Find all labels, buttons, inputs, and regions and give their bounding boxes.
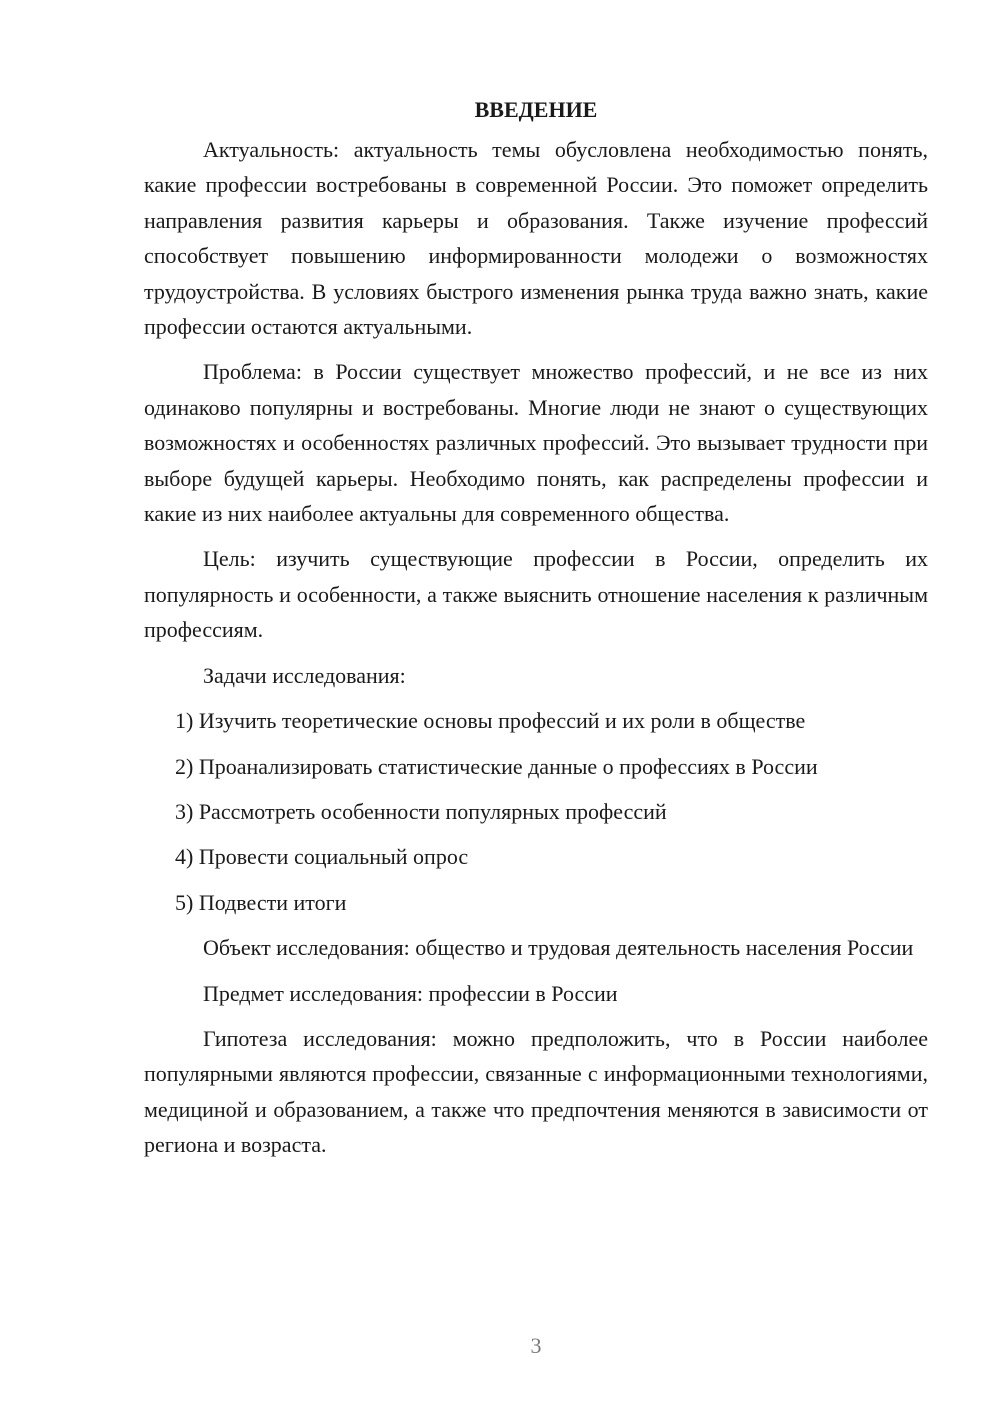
task-item: 5) Подвести итоги xyxy=(175,889,347,915)
page-number: 3 xyxy=(530,1333,542,1358)
goal-paragraph: Цель: изучить существующие профессии в России, определить их популярность и особенности, а также выяснить отношение населения к различным профессиям. xyxy=(144,546,928,643)
tasks-heading: Задачи исследования: xyxy=(203,662,406,688)
task-item: 3) Рассмотреть особенности популярных профессий xyxy=(175,798,667,824)
relevance-paragraph: Актуальность: актуальность темы обусловлена необходимостью понять, какие профессии востребованы в современной России. Это поможет определить направления развития карьеры и образования. Также изучение профессий способствует повышению информированности молодежи о возможностях трудоустройства. В условиях быстрого изменения рынка труда важно знать, какие профессии остаются актуальными. xyxy=(144,137,928,340)
hypothesis-paragraph: Гипотеза исследования: можно предположить, что в России наиболее популярными являются профессии, связанные с информационными технологиями, медициной и образованием, а также что предпочтения меняются в зависимости от региона и возраста. xyxy=(144,1025,928,1158)
problem-paragraph: Проблема: в России существует множество профессий, и не все из них одинаково популярны и востребованы. Многие люди не знают о существующих возможностях и особенностях различных профессий. Это вызывает трудности при выборе будущей карьеры. Необходимо понять, как распределены профессии и какие из них наиболее актуальны для современного общества. xyxy=(144,359,928,527)
document-page xyxy=(144,92,928,1163)
section-title: ВВЕДЕНИЕ xyxy=(474,97,598,122)
task-item: 2) Проанализировать статистические данные о профессиях в России xyxy=(175,753,818,779)
task-list xyxy=(144,703,928,920)
subject-paragraph: Предмет исследования: профессии в России xyxy=(203,980,618,1006)
task-item: 1) Изучить теоретические основы профессий и их роли в обществе xyxy=(175,708,806,734)
task-item: 4) Провести социальный опрос xyxy=(175,844,469,870)
object-paragraph: Объект исследования: общество и трудовая деятельность населения России xyxy=(203,935,914,961)
